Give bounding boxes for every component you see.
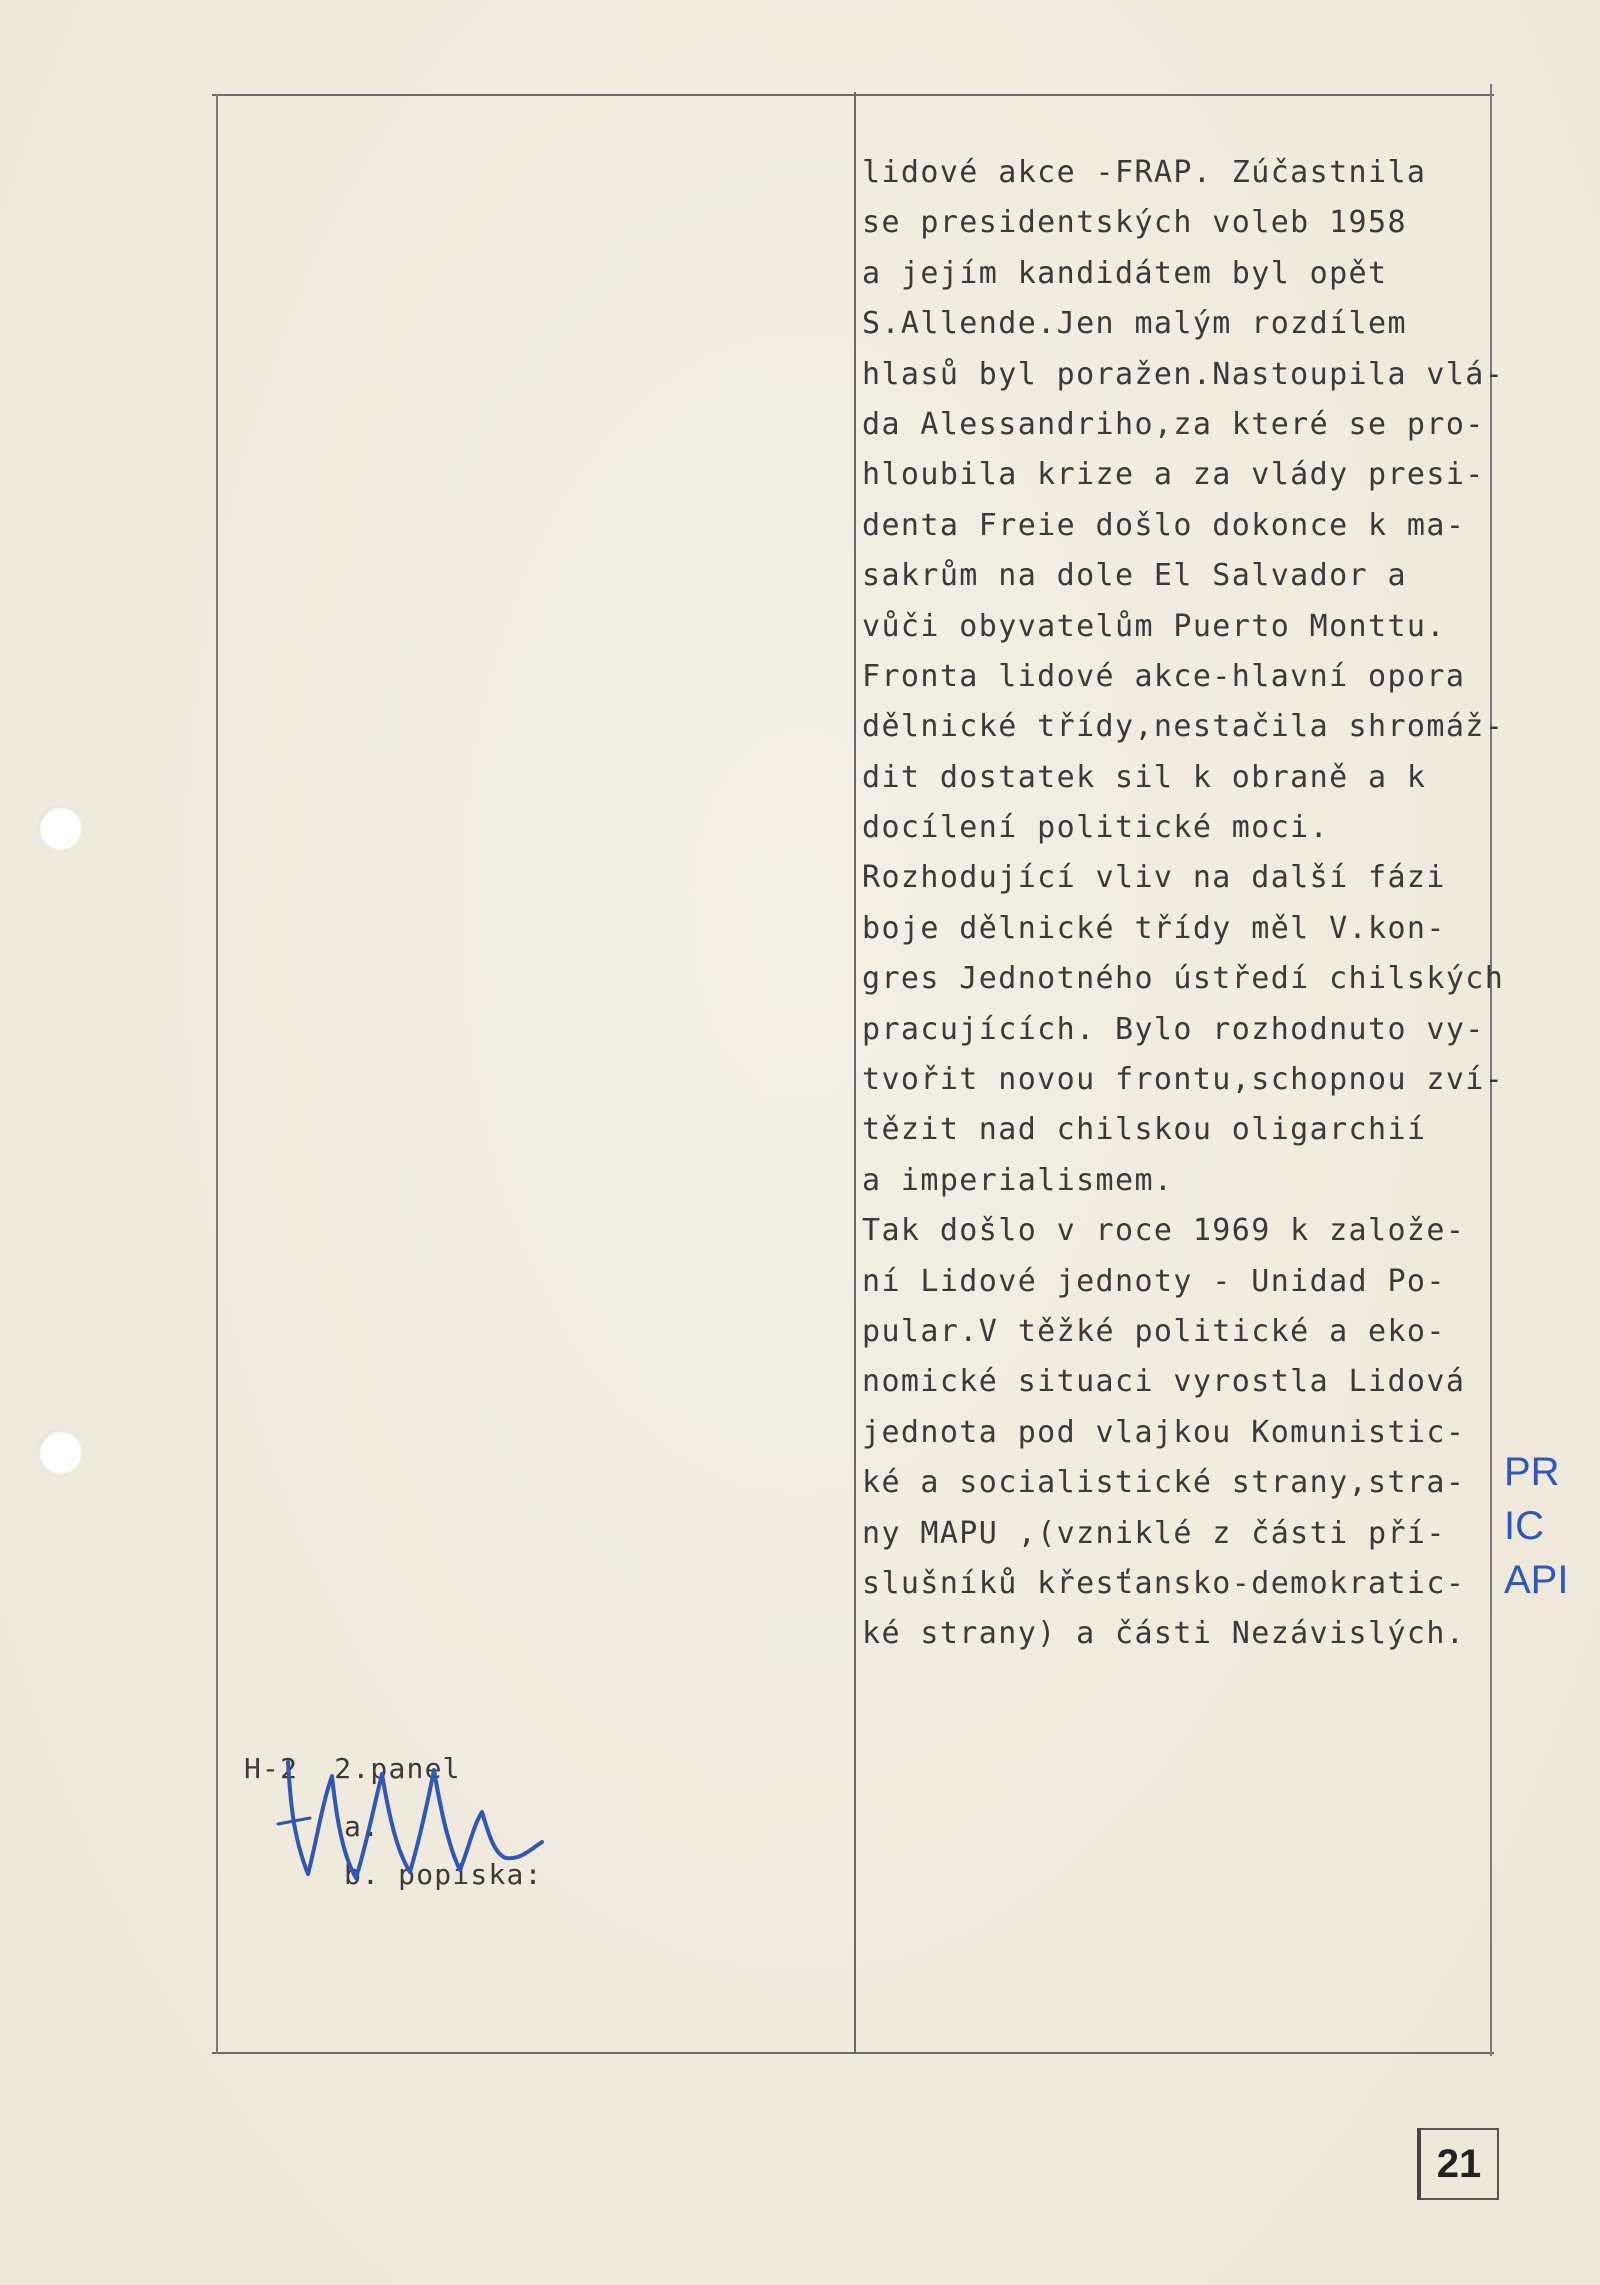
text-line: slušníků křesťansko-demokratic-: [862, 1565, 1466, 1601]
text-line: da Alessandriho,za které se pro-: [862, 406, 1485, 442]
text-line: nomické situaci vyrostla Lidová: [862, 1364, 1466, 1400]
punch-hole: [38, 1430, 82, 1474]
text-line: docílení politické moci.: [862, 810, 1330, 846]
frame-line-top: [212, 94, 1494, 96]
text-line: vůči obyvatelům Puerto Monttu.: [862, 608, 1446, 644]
text-line: hlasů byl poražen.Nastoupila vlá-: [862, 356, 1505, 392]
column-divider: [854, 92, 856, 2052]
text-line: pracujících. Bylo rozhodnuto vy-: [862, 1011, 1485, 1047]
text-line: Fronta lidové akce-hlavní opora: [862, 658, 1466, 694]
page-number: 21: [1417, 2128, 1499, 2200]
text-line: ní Lidové jednoty - Unidad Po-: [862, 1263, 1446, 1299]
text-line: ny MAPU ,(vzniklé z části pří-: [862, 1515, 1446, 1551]
text-line: denta Freie došlo dokonce k ma-: [862, 507, 1466, 543]
punch-hole: [38, 806, 82, 850]
text-line: pular.V těžké politické a eko-: [862, 1313, 1446, 1349]
text-line: dit dostatek sil k obraně a k: [862, 759, 1427, 795]
caption-panel-label: H-2 2.panel: [244, 1752, 461, 1785]
text-line: a imperialismem.: [862, 1162, 1174, 1198]
caption-item-b: b. popiska:: [344, 1858, 543, 1891]
text-line: gres Jednotného ústředí chilských: [862, 961, 1505, 997]
text-line: Tak došlo v roce 1969 k založe-: [862, 1213, 1466, 1249]
frame-line-left: [216, 94, 218, 2054]
handwritten-signature: [250, 1754, 550, 1894]
margin-note-line: IC: [1504, 1504, 1544, 1548]
text-line: ké strany) a části Nezávislých.: [862, 1616, 1466, 1652]
text-line: lidové akce -FRAP. Zúčastnila: [862, 155, 1427, 190]
text-line: Rozhodující vliv na další fázi: [862, 860, 1446, 896]
margin-note-line: PR: [1504, 1450, 1560, 1494]
text-line: S.Allende.Jen malým rozdílem: [862, 306, 1407, 342]
text-line: sakrům na dole El Salvador a: [862, 558, 1407, 594]
text-line: se presidentských voleb 1958: [862, 205, 1407, 241]
text-line: boje dělnické třídy měl V.kon-: [862, 910, 1446, 946]
caption-item-a: a.: [344, 1810, 381, 1843]
text-line: jednota pod vlajkou Komunistic-: [862, 1414, 1466, 1450]
text-line: ké a socialistické strany,stra-: [862, 1465, 1466, 1501]
text-line: tvořit novou frontu,schopnou zví-: [862, 1062, 1505, 1098]
frame-line-bottom: [212, 2052, 1494, 2054]
text-line: dělnické třídy,nestačila shromáž-: [862, 709, 1505, 745]
typewritten-text: [862, 148, 1542, 1660]
margin-note-line: API: [1504, 1558, 1569, 1602]
text-line: a jejím kandidátem byl opět: [862, 255, 1388, 291]
handwritten-margin-note: [1504, 1452, 1568, 1614]
text-line: hloubila krize a za vlády presi-: [862, 457, 1485, 493]
text-line: tězit nad chilskou oligarchií: [862, 1112, 1427, 1148]
